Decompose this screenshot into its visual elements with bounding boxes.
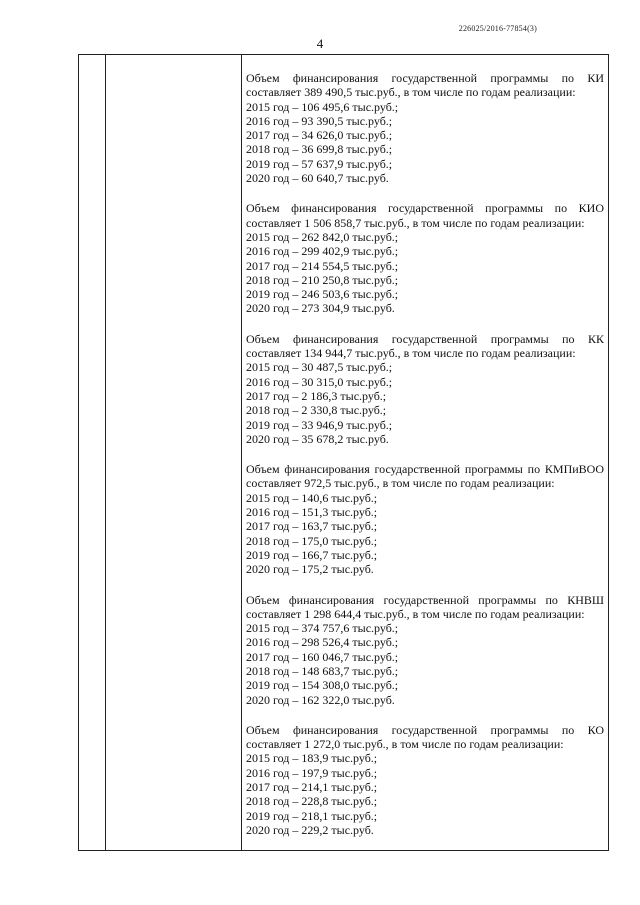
year-amount-line: 2020 год – 175,2 тыс.руб. [246, 562, 374, 577]
year-amount-line: 2018 год – 228,8 тыс.руб.; [246, 794, 378, 809]
section-intro-line: составляет 134 944,7 тыс.руб., в том числе по годам реализации: [246, 346, 576, 361]
table-column-divider [105, 55, 106, 850]
section-intro [246, 462, 604, 491]
year-amount-line: 2019 год – 154 308,0 тыс.руб.; [246, 678, 399, 693]
section-intro [246, 201, 604, 230]
section-intro [246, 71, 604, 100]
year-amount-line: 2019 год – 166,7 тыс.руб.; [246, 547, 378, 562]
section-intro-line: Объем финансирования государственной программы по КИ [246, 71, 604, 85]
year-amount-line: 2020 год – 162 322,0 тыс.руб. [246, 692, 395, 707]
table-column-divider [241, 55, 242, 850]
year-amount-line: 2016 год – 197,9 тыс.руб.; [246, 765, 378, 780]
year-amount-line: 2015 год – 262 842,0 тыс.руб.; [246, 229, 399, 244]
year-amount-line: 2017 год – 160 046,7 тыс.руб.; [246, 649, 399, 664]
funding-section-ki [246, 71, 604, 185]
section-intro-line: Объем финансирования государственной программы по КК [246, 331, 604, 346]
year-amount-line: 2018 год – 175,0 тыс.руб.; [246, 533, 378, 548]
year-amount-line: 2018 год – 2 330,8 тыс.руб.; [246, 403, 387, 418]
year-amount-line: 2017 год – 214,1 тыс.руб.; [246, 780, 378, 795]
year-amount-line: 2015 год – 183,9 тыс.руб.; [246, 751, 378, 766]
section-intro-line: Объем финансирования государственной программы по КМПиВОО [246, 462, 604, 477]
funding-section-ko [246, 723, 604, 837]
year-amount-line: 2020 год – 229,2 тыс.руб. [246, 822, 374, 837]
funding-section-kk [246, 332, 604, 446]
section-intro [246, 332, 604, 361]
year-amount-line: 2017 год – 2 186,3 тыс.руб.; [246, 388, 387, 403]
year-amount-line: 2019 год – 57 637,9 тыс.руб.; [246, 156, 393, 171]
year-amount-line: 2015 год – 106 495,6 тыс.руб.; [246, 99, 399, 114]
section-intro-line: составляет 972,5 тыс.руб., в том числе по годам реализации: [246, 476, 555, 491]
page-number: 4 [316, 36, 324, 51]
funding-cell [246, 71, 604, 853]
document-registration-number: 226025/2016-77854(3) [458, 24, 537, 33]
section-intro-line: составляет 1 298 644,4 тыс.руб., в том числе по годам реализации: [246, 606, 585, 621]
year-amount-line: 2017 год – 214 554,5 тыс.руб.; [246, 258, 399, 273]
year-amount-line: 2017 год – 34 626,0 тыс.руб.; [246, 128, 393, 143]
section-intro-line: Объем финансирования государственной программы по КНВШ [246, 592, 604, 607]
year-amount-line: 2020 год – 60 640,7 тыс.руб. [246, 171, 389, 186]
funding-section-kmpivoo [246, 462, 604, 576]
funding-section-kio [246, 201, 604, 315]
year-amount-line: 2017 год – 163,7 тыс.руб.; [246, 519, 378, 534]
year-amount-line: 2020 год – 35 678,2 тыс.руб. [246, 431, 389, 446]
year-amount-line: 2018 год – 36 699,8 тыс.руб.; [246, 142, 393, 157]
year-amount-line: 2016 год – 299 402,9 тыс.руб.; [246, 244, 399, 259]
section-intro [246, 723, 604, 752]
section-intro-line: Объем финансирования государственной программы по КО [246, 722, 604, 737]
year-amount-line: 2015 год – 140,6 тыс.руб.; [246, 490, 378, 505]
year-amount-line: 2016 год – 93 390,5 тыс.руб.; [246, 113, 393, 128]
year-amount-line: 2016 год – 298 526,4 тыс.руб.; [246, 635, 399, 650]
year-amount-line: 2016 год – 151,3 тыс.руб.; [246, 505, 378, 520]
funding-section-knvsh [246, 593, 604, 707]
year-amount-line: 2019 год – 33 946,9 тыс.руб.; [246, 417, 393, 432]
year-amount-line: 2020 год – 273 304,9 тыс.руб. [246, 301, 395, 316]
section-intro-line: составляет 1 506 858,7 тыс.руб., в том числе по годам реализации: [246, 215, 585, 230]
year-amount-line: 2016 год – 30 315,0 тыс.руб.; [246, 374, 393, 389]
section-intro [246, 593, 604, 622]
year-amount-line: 2015 год – 374 757,6 тыс.руб.; [246, 621, 399, 636]
year-amount-line: 2018 год – 210 250,8 тыс.руб.; [246, 272, 399, 287]
funding-table [78, 54, 609, 851]
year-amount-line: 2019 год – 246 503,6 тыс.руб.; [246, 287, 399, 302]
year-amount-line: 2015 год – 30 487,5 тыс.руб.; [246, 360, 393, 375]
year-amount-line: 2019 год – 218,1 тыс.руб.; [246, 808, 378, 823]
year-amount-line: 2018 год – 148 683,7 тыс.руб.; [246, 663, 399, 678]
section-intro-line: составляет 1 272,0 тыс.руб., в том числе по годам реализации: [246, 737, 564, 752]
section-intro-line: Объем финансирования государственной программы по КИО [246, 201, 604, 216]
section-intro-line: составляет 389 490,5 тыс.руб., в том числе по годам реализации: [246, 85, 576, 100]
